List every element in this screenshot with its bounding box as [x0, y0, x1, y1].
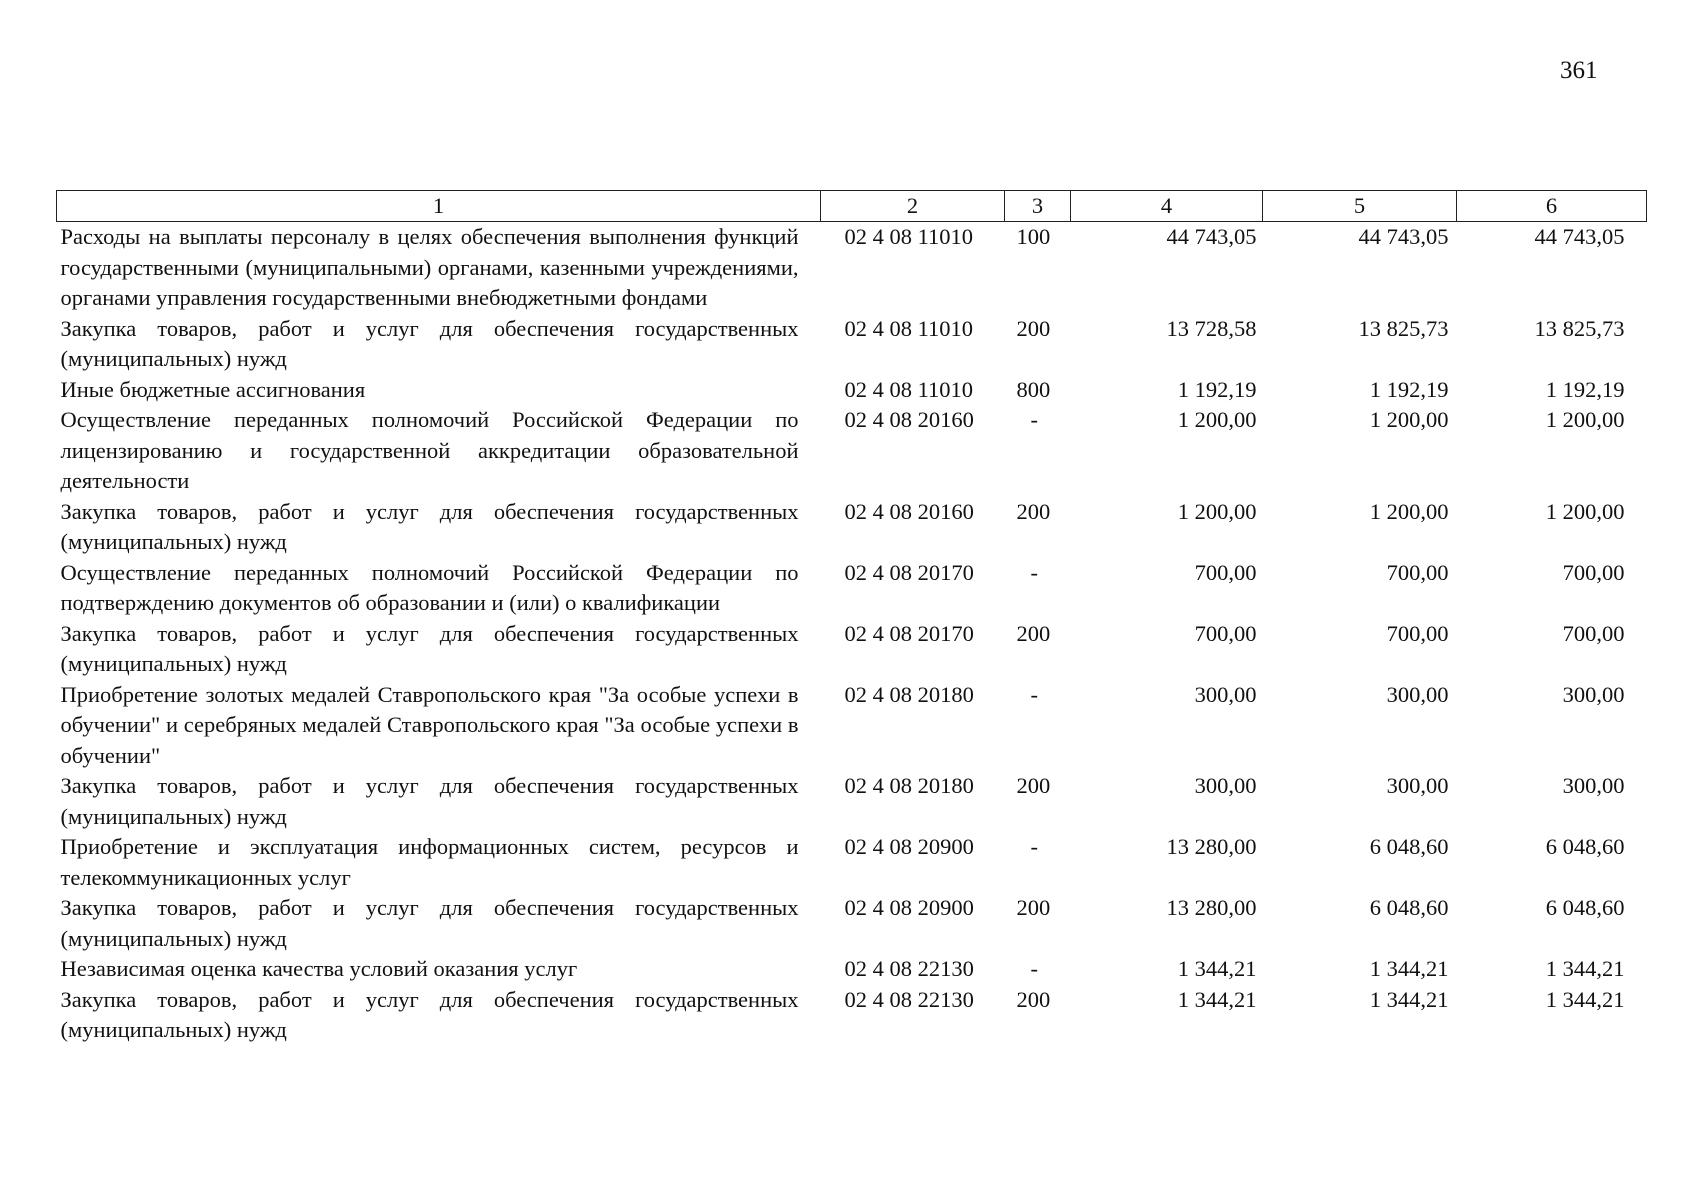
row-code: 02 4 08 22130 [844, 956, 974, 981]
row-name: Независимая оценка качества условий оказания услуг [60, 956, 578, 981]
row-expense-type: 800 [1016, 376, 1051, 402]
row-name: Закупка товаров, работ и услуг для обеспечения государственных (муниципальных) нужд [60, 986, 799, 1042]
row-amount-col-6: 1 200,00 [1545, 407, 1625, 432]
table-row [57, 558, 1647, 619]
table-body [57, 222, 1647, 1046]
page-number: 361 [1560, 57, 1598, 84]
row-expense-type: - [1030, 956, 1038, 981]
row-amount-col-4: 1 200,00 [1177, 498, 1257, 524]
row-code: 02 4 08 20180 [844, 773, 974, 798]
row-amount-col-6: 44 743,05 [1534, 224, 1625, 249]
row-amount-col-4: 13 280,00 [1166, 834, 1257, 859]
table-row [57, 619, 1647, 680]
row-amount-col-4: 700,00 [1194, 559, 1257, 585]
row-name: Иные бюджетные ассигнования [60, 376, 366, 402]
table-row [57, 222, 1647, 314]
row-code: 02 4 08 11010 [844, 315, 974, 341]
row-expense-type: 200 [1016, 895, 1051, 920]
row-amount-col-4: 1 344,21 [1177, 986, 1257, 1012]
table-row [57, 680, 1647, 772]
row-name: Закупка товаров, работ и услуг для обеспечения государственных (муниципальных) нужд [60, 315, 799, 371]
table-row [57, 893, 1647, 954]
row-amount-col-5: 1 344,21 [1369, 986, 1449, 1012]
row-amount-col-6: 13 825,73 [1534, 315, 1625, 341]
row-code: 02 4 08 20160 [844, 407, 974, 432]
row-amount-col-5: 6 048,60 [1369, 895, 1449, 920]
row-amount-col-6: 700,00 [1562, 559, 1625, 585]
row-name: Расходы на выплаты персоналу в целях обеспечения выполнения функций государственными (муниципальными) органами, казенными учреждениями, органами управления государственными внебюджетными фондами [60, 224, 799, 310]
row-name: Осуществление переданных полномочий Российской Федерации по подтверждению документов об образовании и (или) о квалификации [60, 559, 799, 615]
table-row [57, 405, 1647, 497]
row-amount-col-5: 6 048,60 [1369, 834, 1449, 859]
table-row [57, 375, 1647, 406]
row-amount-col-6: 6 048,60 [1545, 834, 1625, 859]
header-col-6: 6 [1457, 191, 1647, 222]
row-amount-col-6: 300,00 [1562, 681, 1625, 707]
row-expense-type: - [1030, 681, 1038, 707]
row-amount-col-5: 1 344,21 [1369, 956, 1449, 981]
row-name: Закупка товаров, работ и услуг для обеспечения государственных (муниципальных) нужд [60, 773, 799, 829]
row-expense-type: 200 [1016, 315, 1051, 341]
row-code: 02 4 08 11010 [844, 224, 974, 249]
header-row [57, 191, 1647, 222]
row-name: Закупка товаров, работ и услуг для обеспечения государственных (муниципальных) нужд [60, 620, 799, 676]
row-expense-type: - [1030, 559, 1038, 585]
table-row [57, 954, 1647, 985]
row-amount-col-5: 1 200,00 [1369, 498, 1449, 524]
row-name: Приобретение золотых медалей Ставропольского края "За особые успехи в обучении" и серебряных медалей Ставропольского края "За особые успехи в обучении" [60, 681, 799, 768]
row-amount-col-4: 1 344,21 [1177, 956, 1257, 981]
row-amount-col-4: 1 200,00 [1177, 407, 1257, 432]
header-col-1: 1 [57, 191, 821, 222]
row-expense-type: 100 [1016, 224, 1051, 249]
row-amount-col-4: 13 728,58 [1166, 315, 1257, 341]
row-name: Приобретение и эксплуатация информационных систем, ресурсов и телекоммуникационных услуг [60, 834, 799, 890]
row-amount-col-6: 1 344,21 [1545, 986, 1625, 1012]
header-col-5: 5 [1263, 191, 1457, 222]
row-expense-type: 200 [1016, 986, 1051, 1012]
row-amount-col-6: 1 192,19 [1545, 376, 1625, 402]
row-code: 02 4 08 20180 [844, 681, 974, 707]
row-amount-col-6: 1 344,21 [1545, 956, 1625, 981]
row-name: Закупка товаров, работ и услуг для обеспечения государственных (муниципальных) нужд [60, 498, 799, 554]
row-expense-type: 200 [1016, 498, 1051, 524]
row-amount-col-4: 13 280,00 [1166, 895, 1257, 920]
table-row [57, 985, 1647, 1046]
header-col-4: 4 [1071, 191, 1263, 222]
table-row [57, 314, 1647, 375]
row-name: Осуществление переданных полномочий Российской Федерации по лицензированию и государственной аккредитации образовательной деятельности [60, 407, 799, 493]
row-amount-col-5: 700,00 [1386, 620, 1449, 646]
table-header [57, 191, 1647, 222]
row-code: 02 4 08 20170 [844, 559, 974, 585]
row-amount-col-5: 1 200,00 [1369, 407, 1449, 432]
row-amount-col-5: 300,00 [1386, 773, 1449, 798]
row-amount-col-4: 700,00 [1194, 620, 1257, 646]
row-expense-type: 200 [1016, 620, 1051, 646]
row-amount-col-5: 13 825,73 [1358, 315, 1449, 341]
row-amount-col-4: 300,00 [1194, 681, 1257, 707]
header-col-3: 3 [1005, 191, 1071, 222]
row-amount-col-6: 6 048,60 [1545, 895, 1625, 920]
row-amount-col-4: 300,00 [1194, 773, 1257, 798]
row-amount-col-4: 44 743,05 [1166, 224, 1257, 249]
row-name: Закупка товаров, работ и услуг для обеспечения государственных (муниципальных) нужд [60, 895, 799, 951]
row-amount-col-5: 700,00 [1386, 559, 1449, 585]
row-amount-col-5: 300,00 [1386, 681, 1449, 707]
row-amount-col-5: 44 743,05 [1358, 224, 1449, 249]
row-expense-type: - [1030, 407, 1038, 432]
row-code: 02 4 08 22130 [844, 986, 974, 1012]
row-code: 02 4 08 11010 [844, 376, 974, 402]
row-amount-col-6: 700,00 [1562, 620, 1625, 646]
budget-table [56, 190, 1647, 1046]
row-code: 02 4 08 20160 [844, 498, 974, 524]
row-code: 02 4 08 20170 [844, 620, 974, 646]
row-code: 02 4 08 20900 [844, 895, 974, 920]
row-expense-type: - [1030, 834, 1038, 859]
table-row [57, 832, 1647, 893]
row-amount-col-6: 300,00 [1562, 773, 1625, 798]
row-amount-col-6: 1 200,00 [1545, 498, 1625, 524]
header-col-2: 2 [821, 191, 1005, 222]
row-code: 02 4 08 20900 [844, 834, 974, 859]
row-amount-col-5: 1 192,19 [1369, 376, 1449, 402]
table-row [57, 497, 1647, 558]
row-expense-type: 200 [1016, 773, 1051, 798]
table-row [57, 771, 1647, 832]
row-amount-col-4: 1 192,19 [1177, 376, 1257, 402]
